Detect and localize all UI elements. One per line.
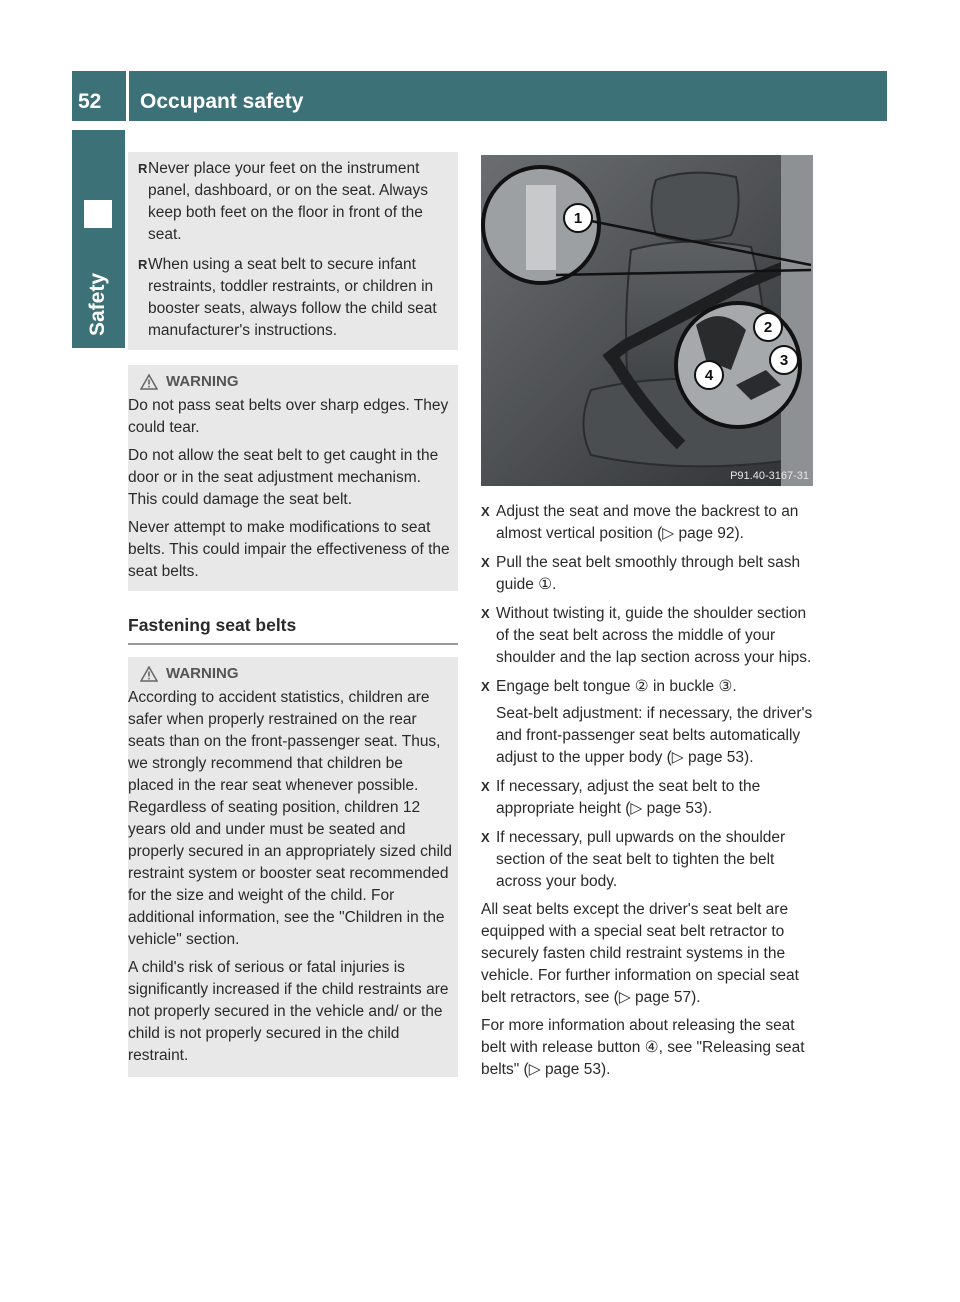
step-mark: X xyxy=(481,830,490,845)
svg-text:3: 3 xyxy=(779,352,789,369)
svg-text:2: 2 xyxy=(763,319,773,336)
svg-text:4: 4 xyxy=(704,367,714,384)
step-mark: X xyxy=(481,504,490,519)
callout-2-marker xyxy=(754,313,782,341)
section-rule xyxy=(128,643,458,645)
warning-paragraph: According to accident statistics, children are safer when properly restrained on the rear seats than on the front-passenger seat. Thus, we strongly recommend that children be placed in the rear seat whenever possible. Regardless of seating position, children 12 years old and under must be seated and properly secured in an appropriately sized child restraint system or booster seat recommended for the size and weight of the child. For additional information, see the "Children in the vehicle" section. xyxy=(128,689,452,948)
seat-illustration xyxy=(481,155,813,486)
body-paragraph: For more information about releasing the seat belt with release button ④, see "Releasing seat belts" (▷ page 53). xyxy=(481,1017,805,1078)
warning-paragraph: Never attempt to make modifications to seat belts. This could impair the effectiveness of the seat belts. xyxy=(128,519,450,580)
section-title: Fastening seat belts xyxy=(128,615,297,635)
step-item: X If necessary, pull upwards on the shoulder section of the seat belt to tighten the belt across your body. xyxy=(481,829,786,890)
seat-belt-figure xyxy=(481,155,813,486)
figure-code: P91.40-3167-31 xyxy=(730,470,809,482)
page-title: Occupant safety xyxy=(140,90,304,113)
bullet-glyph: R xyxy=(138,161,148,176)
instruction-steps xyxy=(481,501,813,893)
side-tab-marker xyxy=(84,200,112,228)
warning-box-1 xyxy=(128,365,458,591)
warning-triangle-icon xyxy=(140,666,158,682)
list-item: R When using a seat belt to secure infant restraints, toddler restraints, or children in booster seats, always follow the child seat manufacturer's instructions. xyxy=(138,256,437,339)
section-heading xyxy=(128,613,458,645)
svg-text:1: 1 xyxy=(573,210,583,227)
step-item: X Adjust the seat and move the backrest to an almost vertical position (▷ page 92). xyxy=(481,503,799,542)
warning-triangle-icon xyxy=(140,374,158,390)
step-item: X Pull the seat belt smoothly through belt sash guide ①. xyxy=(481,554,801,593)
body-paragraph: All seat belts except the driver's seat belt are equipped with a special seat belt retractor to securely fasten child restraint systems in the vehicle. For further information on special seat belt retractors, see (▷ page 57). xyxy=(481,901,799,1006)
warning-paragraph: Do not allow the seat belt to get caught in the door or in the seat adjustment mechanism. This could damage the seat belt. xyxy=(128,447,439,508)
list-item: R Never place your feet on the instrument panel, dashboard, or on the seat. Always keep both feet on the floor in front of the seat. xyxy=(138,160,429,243)
step-item: X Engage belt tongue ② in buckle ③. Seat-belt adjustment: if necessary, the driver's and front-passenger seat belts automatically adjust to the upper body (▷ page 53). xyxy=(481,676,813,769)
warning-box-2 xyxy=(128,657,458,1077)
warning-paragraph: Do not pass seat belts over sharp edges. They could tear. xyxy=(128,397,449,436)
warning-heading: WARNING xyxy=(128,663,452,685)
bullet-glyph: R xyxy=(138,257,148,272)
left-column xyxy=(128,152,458,1077)
callout-1-marker xyxy=(564,204,592,232)
step-mark: X xyxy=(481,779,490,794)
step-mark: X xyxy=(481,606,490,621)
callout-3-marker xyxy=(770,346,798,374)
step-note: Seat-belt adjustment: if necessary, the driver's and front-passenger seat belts automatically adjust to the upper body (▷ page 53). xyxy=(496,705,813,766)
callout-4-marker xyxy=(695,361,723,389)
bullet-list xyxy=(128,158,452,342)
header-divider xyxy=(126,71,129,121)
side-tab-label: Safety xyxy=(86,272,109,336)
step-item: X If necessary, adjust the seat belt to the appropriate height (▷ page 53). xyxy=(481,778,761,817)
step-mark: X xyxy=(481,555,490,570)
right-column xyxy=(481,501,813,1087)
safety-notes-box xyxy=(128,152,458,350)
warning-paragraph: A child's risk of serious or fatal injuries is significantly increased if the child restraints are not properly secured in the vehicle and/ or the child is not properly secured in the child restraint. xyxy=(128,959,449,1064)
side-tab-label-wrap xyxy=(86,272,126,456)
step-mark: X xyxy=(481,679,490,694)
page-number: 52 xyxy=(78,90,102,113)
step-item: X Without twisting it, guide the shoulder section of the seat belt across the middle of your shoulder and the lap section across your hips. xyxy=(481,605,812,666)
warning-heading: WARNING xyxy=(128,371,452,393)
